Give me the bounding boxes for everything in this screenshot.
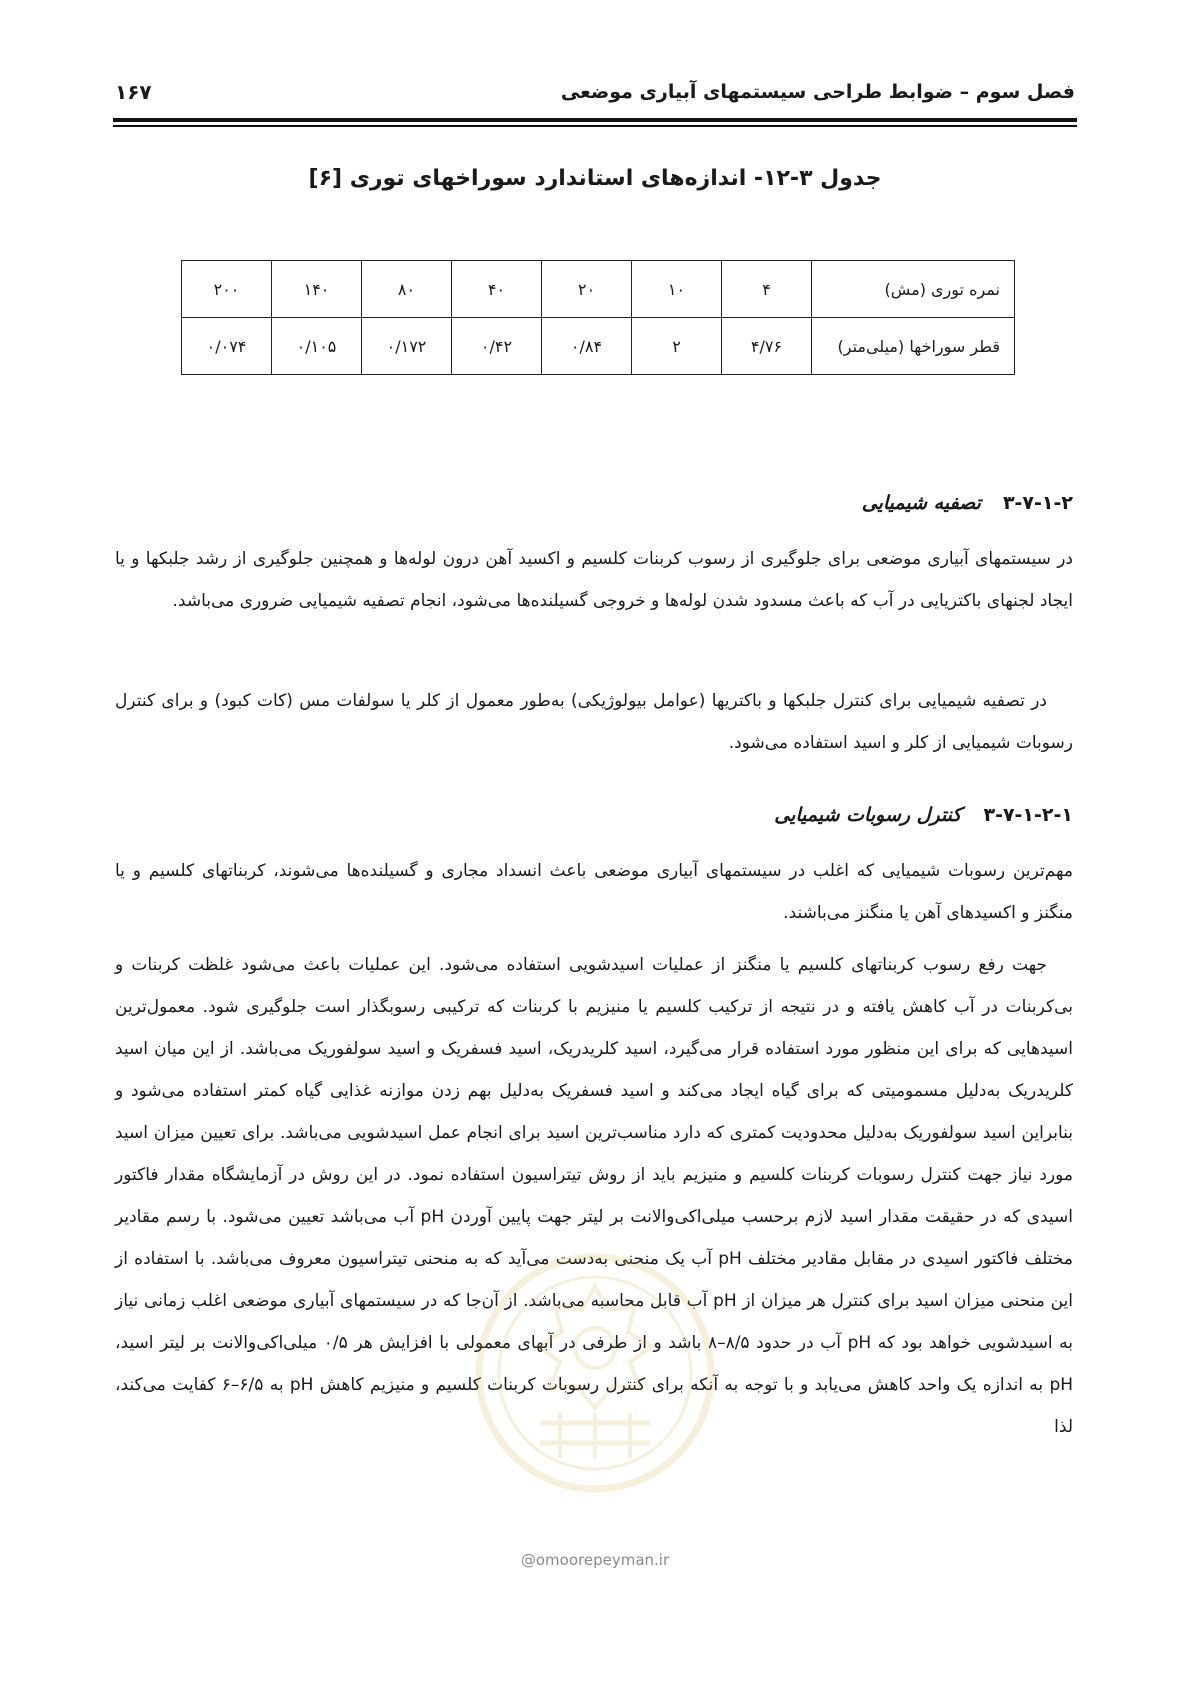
mesh-size-table	[181, 260, 1015, 375]
table-cell: ۱۴۰	[272, 261, 362, 318]
row-label-mesh: نمره توری (مش)	[812, 261, 1015, 318]
table-cell: ۲۰۰	[182, 261, 272, 318]
table-cell: ۴/۷۶	[722, 318, 812, 375]
section-title: تصفیه شیمیایی	[861, 492, 981, 514]
table-cell: ۲	[632, 318, 722, 375]
page-header	[115, 78, 1075, 106]
table-cell: ۰/۴۲	[452, 318, 542, 375]
table-row	[182, 318, 1015, 375]
table-cell: ۱۰	[632, 261, 722, 318]
header-rule-thin	[113, 125, 1077, 127]
row-label-diameter: قطر سوراخها (میلی‌متر)	[812, 318, 1015, 375]
paragraph: مهم‌ترین رسوبات شیمیایی که اغلب در سیستمهای آبیاری موضعی باعث انسداد مجاری و گسیلنده‌ها می‌شوند، کربناتهای کلسیم و یا منگنز و اکسیدهای آهن یا منگنز می‌باشند.	[115, 861, 1073, 923]
paragraph: در تصفیه شیمیایی برای کنترل جلبکها و باکتریها (عوامل بیولوژیکی) به‌طور معمول از کلر یا سولفات مس (کات کبود) و برای کنترل رسوبات شیمیایی از کلر و اسید استفاده می‌شود.	[115, 691, 1073, 753]
header-rule-thick	[113, 118, 1077, 122]
table-cell: ۰/۱۷۲	[362, 318, 452, 375]
paragraph: در سیستمهای آبیاری موضعی برای جلوگیری از رسوب کربنات کلسیم و اکسید آهن درون لوله‌ها و همچنین جلوگیری از رشد جلبکها و یا ایجاد لجنهای باکتریایی در آب که باعث مسدود شدن لوله‌ها و خروجی گسیلنده‌ها می‌شود، انجام تصفیه شیمیایی ضروری می‌باشد.	[115, 549, 1073, 611]
table-row	[182, 261, 1015, 318]
table-cell: ۰/۰۷۴	[182, 318, 272, 375]
section-number: ۳-۷-۱-۲-۱	[983, 804, 1073, 826]
section-heading-chemical-treatment	[862, 492, 1073, 514]
table-cell: ۴	[722, 261, 812, 318]
section-number: ۳-۷-۱-۲	[1002, 492, 1073, 514]
table-cell: ۸۰	[362, 261, 452, 318]
chapter-title: فصل سوم – ضوابط طراحی سیستمهای آبیاری موضعی	[560, 81, 1075, 103]
page-number: ۱۶۷	[115, 80, 152, 104]
table-caption: جدول ۳-۱۲- اندازه‌های استاندارد سوراخهای توری [۶]	[308, 166, 882, 191]
section-heading-sediment-control	[774, 804, 1073, 826]
table-cell: ۰/۸۴	[542, 318, 632, 375]
table-cell: ۴۰	[452, 261, 542, 318]
watermark-url: @omoorepeyman.ir	[520, 1551, 670, 1569]
table-cell: ۰/۱۰۵	[272, 318, 362, 375]
paragraph: جهت رفع رسوب کربناتهای کلسیم یا منگنز از عملیات اسیدشویی استفاده می‌شود. این عملیات باعث می‌شود غلظت کربنات و بی‌کربنات در آب کاهش یافته و در نتیجه از ترکیب کلسیم یا منیزیم با کربنات که ترکیبی رسوبگذار است جلوگیری شود. معمول‌ترین اسیدهایی که برای این منظور مورد استفاده قرار می‌گیرد، اسید کلریدریک، اسید فسفریک و اسید سولفوریک می‌باشد. از این میان اسید کلریدریک به‌دلیل مسمومیتی که برای گیاه ایجاد می‌کند و اسید فسفریک به‌دلیل بهم زدن موازنه غذایی گیاه کمتر استفاده می‌شود و بنابراین اسید سولفوریک به‌دلیل محدودیت کمتری که دارد مناسب‌ترین اسید برای انجام عمل اسیدشویی می‌باشد. برای تعیین میزان اسید مورد نیاز جهت کنترل رسوبات کربنات کلسیم و منیزیم باید از روش تیتراسیون استفاده نمود. در این روش در آزمایشگاه مقدار فاکتور اسیدی که در حقیقت مقدار اسید لازم برحسب میلی‌اکی‌والانت بر لیتر جهت پایین آوردن pH آب می‌باشد تعیین می‌شود. با رسم مقادیر مختلف فاکتور اسیدی در مقابل مقادیر مختلف pH آب یک منحنی به‌دست می‌آید که به منحنی تیتراسیون معروف می‌باشد. با استفاده از این منحنی میزان اسید برای کنترل هر میزان از pH آب قابل محاسبه می‌باشد. از آن‌جا که در سیستمهای آبیاری موضعی اغلب زمانی نیاز به اسیدشویی خواهد بود که pH آب در حدود ۸/۵–۸ باشد و از طرفی در آبهای معمولی با افزایش هر ۰/۵ میلی‌اکی‌والانت بر لیتر اسید، pH به اندازه یک واحد کاهش می‌یابد و با توجه به آنکه برای کنترل رسوبات کربنات کلسیم و منیزیم کاهش pH به ۶/۵–۶ کفایت می‌کند، لذا	[115, 955, 1074, 1437]
table-cell: ۲۰	[542, 261, 632, 318]
section-title: کنترل رسوبات شیمیایی	[774, 804, 962, 826]
